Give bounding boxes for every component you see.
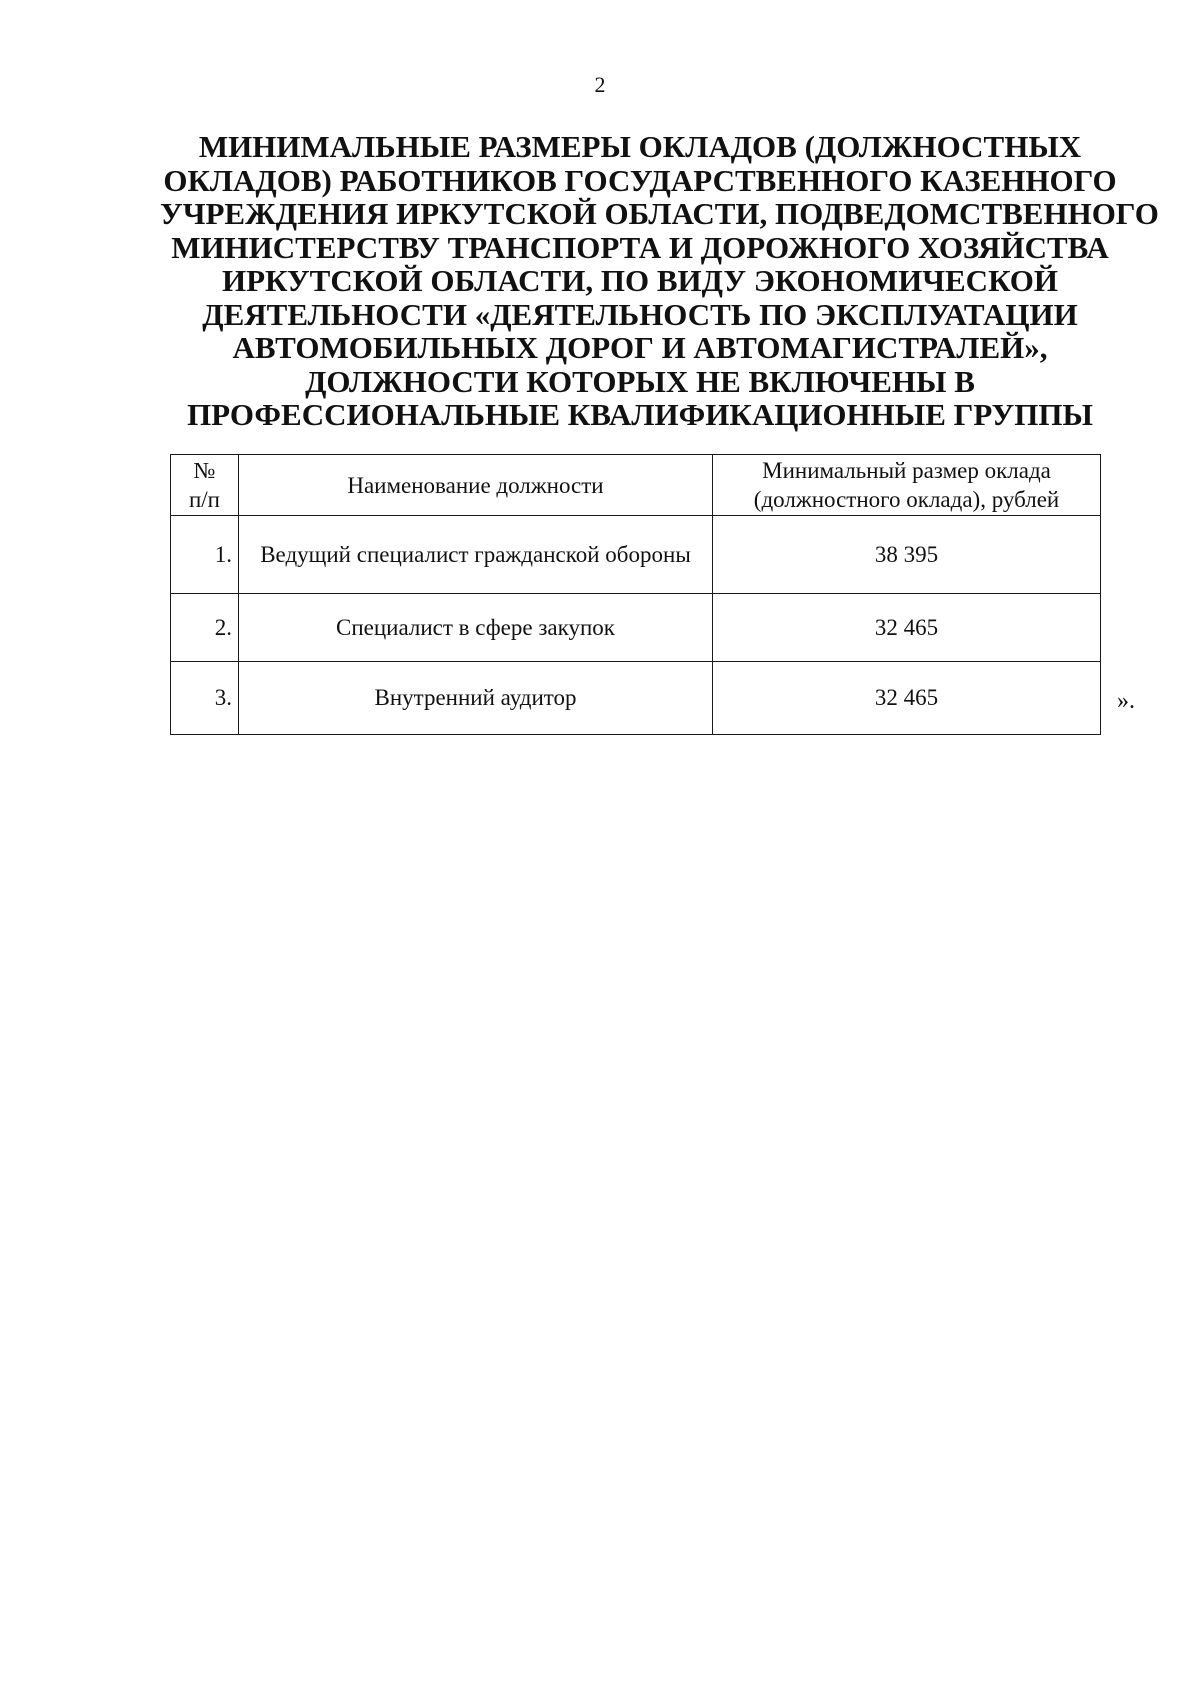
header-salary-line: (должностного оклада), рублей xyxy=(753,487,1060,512)
row-number: 3. xyxy=(171,662,239,735)
title-line: ДОЛЖНОСТИ КОТОРЫХ НЕ ВКЛЮЧЕНЫ В xyxy=(305,363,975,399)
row-salary: 32 465 xyxy=(713,662,1101,735)
row-number: 1. xyxy=(171,516,239,594)
title-line: ОКЛАДОВ) РАБОТНИКОВ ГОСУДАРСТВЕННОГО КАЗЕННОГО xyxy=(163,162,1117,198)
row-salary: 38 395 xyxy=(713,516,1101,594)
document-title xyxy=(160,129,1159,432)
table-row xyxy=(171,594,1101,662)
title-line: ИРКУТСКОЙ ОБЛАСТИ, ПО ВИДУ ЭКОНОМИЧЕСКОЙ xyxy=(221,263,1059,298)
closing-quote-mark: ». xyxy=(1117,688,1135,714)
header-number xyxy=(171,455,239,516)
header-number-line: п/п xyxy=(188,487,220,512)
header-salary xyxy=(713,455,1101,516)
table-row xyxy=(171,662,1101,735)
header-position: Наименование должности xyxy=(239,455,713,516)
row-position: Внутренний аудитор xyxy=(239,662,713,735)
row-number: 2. xyxy=(171,594,239,662)
title-line: УЧРЕЖДЕНИЯ ИРКУТСКОЙ ОБЛАСТИ, ПОДВЕДОМСТВЕННОГО xyxy=(160,196,1159,231)
row-position: Ведущий специалист гражданской обороны xyxy=(239,516,713,594)
title-line: ПРОФЕССИОНАЛЬНЫЕ КВАЛИФИКАЦИОННЫЕ ГРУППЫ xyxy=(187,397,1093,432)
row-salary: 32 465 xyxy=(713,594,1101,662)
row-position: Специалист в сфере закупок xyxy=(239,594,713,662)
title-line: АВТОМОБИЛЬНЫХ ДОРОГ И АВТОМАГИСТРАЛЕЙ», xyxy=(232,330,1048,365)
salary-table xyxy=(170,454,1101,735)
table-row xyxy=(171,516,1101,594)
title-line: МИНИМАЛЬНЫЕ РАЗМЕРЫ ОКЛАДОВ (ДОЛЖНОСТНЫХ xyxy=(198,129,1082,164)
header-number-line: № xyxy=(193,458,216,483)
title-line: МИНИСТЕРСТВУ ТРАНСПОРТА И ДОРОЖНОГО ХОЗЯЙСТВА xyxy=(171,229,1109,265)
page-number: 2 xyxy=(594,72,606,97)
title-line: ДЕЯТЕЛЬНОСТИ «ДЕЯТЕЛЬНОСТЬ ПО ЭКСПЛУАТАЦИИ xyxy=(202,296,1078,332)
table-header-row xyxy=(171,455,1101,516)
header-salary-line: Минимальный размер оклада xyxy=(762,458,1051,483)
